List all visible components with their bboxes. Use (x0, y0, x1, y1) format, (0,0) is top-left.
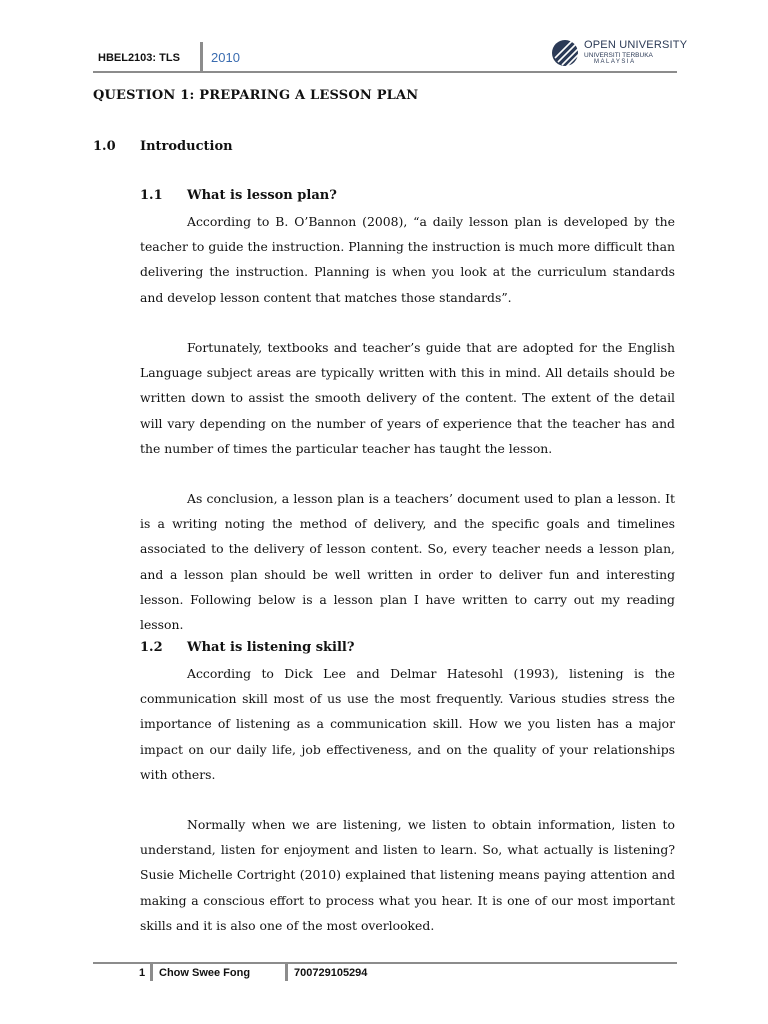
university-emblem-icon (550, 38, 580, 68)
paragraph: Fortunately, textbooks and teacher’s guide that are adopted for the English Language subject areas are typically written with this in mind. All details should be written down to assist the smooth delivery of the content. The extent of the detail will vary depending on the number of years of experience that the teacher has and the number of times the particular teacher has taught the lesson. (140, 340, 675, 456)
paragraph: According to Dick Lee and Delmar Hatesohl (1993), listening is the communication skill most of us use the most frequently. Various studies stress the importance of listening as a communication skill. How we you listen has a major impact on our daily life, job effectiveness, and on the quality of your relationships with others. (140, 666, 675, 782)
header-year: 2010 (211, 50, 240, 65)
footer-divider (285, 964, 288, 981)
subsection-title: What is lesson plan? (187, 188, 337, 203)
subsection-title: What is listening skill? (187, 640, 355, 655)
logo-line1: OPEN UNIVERSITY (584, 39, 688, 51)
section-title: Introduction (140, 139, 233, 154)
subsection-number: 1.2 (140, 640, 163, 655)
paragraph: As conclusion, a lesson plan is a teachers’ document used to plan a lesson. It is a writing noting the method of delivery, and the specific goals and timelines associated to the delivery of lesson content. So, every teacher needs a lesson plan, and a lesson plan should be well written in order to deliver fun and interesting lesson. Following below is a lesson plan I have written to carry out my reading lesson. (140, 491, 675, 633)
section-number: 1.0 (93, 139, 116, 154)
university-logo (550, 38, 688, 68)
subsection-number: 1.1 (140, 188, 163, 203)
footer-divider (150, 964, 153, 981)
footer-rule (93, 962, 677, 964)
author-name: Chow Swee Fong (159, 967, 251, 979)
page-number: 1 (139, 967, 146, 979)
header-divider (200, 42, 203, 72)
paragraph: Normally when we are listening, we listen to obtain information, listen to understand, listen for enjoyment and listen to learn. So, what actually is listening? Susie Michelle Cortright (2010) explained that listening means paying attention and making a conscious effort to process what you hear. It is one of our most important skills and it is also one of the most overlooked. (140, 817, 675, 933)
paragraph: According to B. O’Bannon (2008), “a daily lesson plan is developed by the teacher to guide the instruction. Planning the instruction is much more difficult than delivering the instruction. Planning is when you look at the curriculum standards and develop lesson content that matches those standards”. (140, 214, 675, 305)
course-code: HBEL2103: TLS (98, 52, 180, 64)
document-title: QUESTION 1: PREPARING A LESSON PLAN (93, 88, 419, 103)
student-id: 700729105294 (294, 967, 368, 979)
logo-line3: MALAYSIA (594, 59, 636, 65)
header-rule (93, 71, 677, 73)
logo-line2: UNIVERSITI TERBUKA (584, 52, 653, 59)
